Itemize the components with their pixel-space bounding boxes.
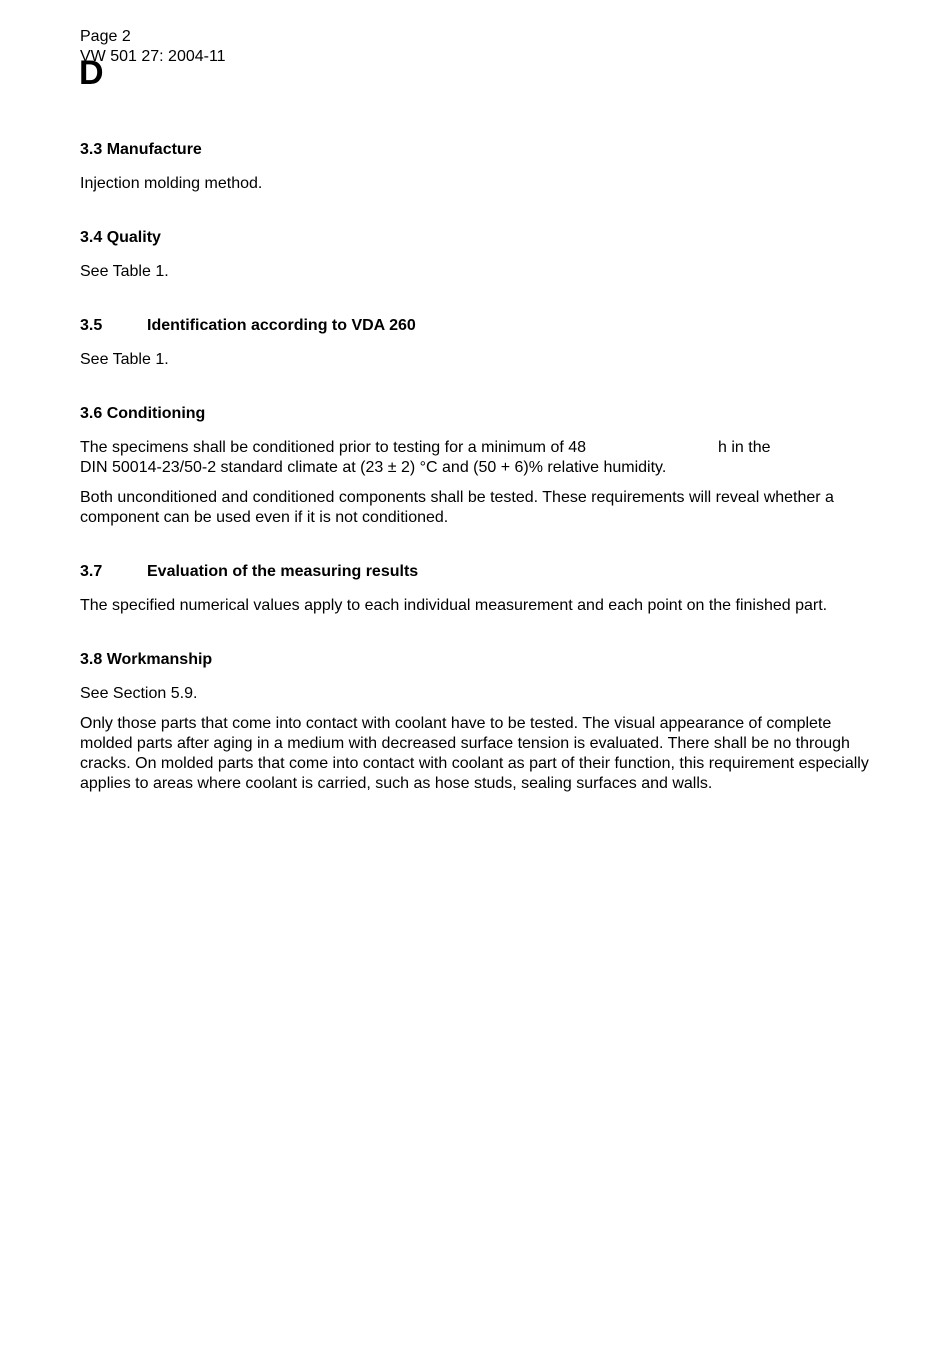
language-mark: D [79,54,104,92]
section-3-4 [80,228,870,282]
document-id: VW 501 27: 2004-11 [80,48,226,65]
section-3-8 [80,650,870,794]
section-paragraph: See Table 1. [80,263,169,280]
section-paragraph: Only those parts that come into contact with coolant have to be tested. The visual appearance of complete molded parts after aging in a medium with decreased surface tension is evaluated. There shall be no through cracks. On molded parts that come into contact with coolant as part of their function, this requirement especially applies to areas where coolant is carried, such as hose studs, sealing surfaces and walls. [80,715,869,792]
section-number: 3.5 [80,317,103,334]
section-paragraph: See Section 5.9. [80,685,198,702]
section-heading: 3.8 Workmanship [80,651,213,668]
section-heading: 3.4 Quality [80,229,161,246]
section-paragraph: See Table 1. [80,351,169,368]
section-heading: 3.3 Manufacture [80,141,202,158]
paragraph-text: The specimens shall be conditioned prior to testing for a minimum of 48 [80,439,587,456]
section-title: Identification according to VDA 260 [147,317,416,334]
section-title: Evaluation of the measuring results [147,563,419,580]
section-3-3 [80,140,870,194]
section-heading: 3.6 Conditioning [80,405,206,422]
document-body [80,140,870,794]
section-3-7 [80,562,870,616]
section-3-6 [80,404,870,528]
section-paragraph: The specified numerical values apply to each individual measurement and each point on the finished part. [80,597,828,614]
section-number: 3.7 [80,563,103,580]
page-number: Page 2 [80,28,131,45]
paragraph-text: DIN 50014-23/50-2 standard climate at (23 ± 2) °C and (50 + 6)% relative humidity. [80,459,667,476]
section-paragraph: Injection molding method. [80,175,263,192]
paragraph-text: h in the [718,439,771,456]
section-heading [80,562,870,582]
section-3-5 [80,316,870,370]
section-paragraph: Both unconditioned and conditioned components shall be tested. These requirements will reveal whether a component can be used even if it is not conditioned. [80,489,834,526]
section-heading [80,316,870,336]
section-paragraph [80,438,870,478]
